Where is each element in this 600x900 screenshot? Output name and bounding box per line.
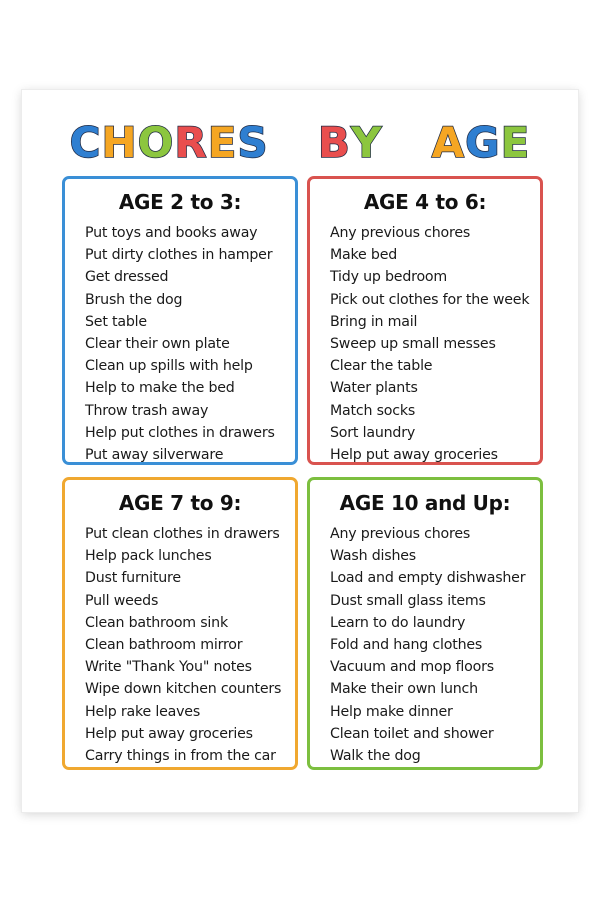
chore-item: Load and empty dishwasher <box>330 570 526 587</box>
chore-item: Help put clothes in drawers <box>85 424 275 441</box>
chore-item: Brush the dog <box>85 291 183 308</box>
chore-item: Wipe down kitchen counters <box>85 681 282 698</box>
chore-item: Vacuum and mop floors <box>330 659 494 676</box>
section-heading: AGE 7 to 9: <box>118 491 242 515</box>
chore-item: Walk the dog <box>330 747 421 764</box>
chore-item: Clean toilet and shower <box>330 725 494 742</box>
chore-item: Wash dishes <box>330 548 416 565</box>
chore-item: Clean bathroom mirror <box>85 636 243 653</box>
section-age-7-to-9 <box>62 477 298 770</box>
title-word <box>70 118 285 167</box>
chore-item: Help put away groceries <box>330 446 498 463</box>
title-word <box>302 118 398 167</box>
title-letter: E <box>207 118 238 167</box>
title-letter: C <box>69 118 102 167</box>
chore-item: Match socks <box>330 402 416 419</box>
chore-item: Make their own lunch <box>330 681 478 698</box>
chore-item: Help to make the bed <box>85 380 235 397</box>
chore-item: Water plants <box>330 380 418 397</box>
title-letter: H <box>101 118 138 167</box>
chore-item: Help make dinner <box>330 703 453 720</box>
chore-item: Pick out clothes for the week <box>330 291 530 308</box>
chore-item: Put clean clothes in drawers <box>85 526 280 542</box>
chore-item: Put toys and books away <box>85 225 258 241</box>
section-heading: AGE 4 to 6: <box>363 190 487 214</box>
section-heading: AGE 10 and Up: <box>339 491 511 515</box>
chore-item: Throw trash away <box>85 402 209 419</box>
title-letter: S <box>237 118 269 167</box>
chore-item: Help rake leaves <box>85 703 201 720</box>
chore-item: Any previous chores <box>330 225 471 241</box>
title-word <box>416 118 530 167</box>
title-letter: R <box>174 118 208 167</box>
title-letter: G <box>465 118 501 167</box>
chore-item: Dust small glass items <box>330 592 486 609</box>
chore-item: Put dirty clothes in hamper <box>85 247 273 264</box>
chore-item: Learn to do laundry <box>330 614 466 631</box>
title-letter: Y <box>350 118 383 167</box>
chore-item: Clean bathroom sink <box>85 614 228 631</box>
title-letter: E <box>500 118 531 167</box>
chore-list <box>65 222 295 466</box>
chore-item: Clean up spills with help <box>85 358 253 375</box>
chore-item: Write "Thank You" notes <box>85 659 252 676</box>
chore-item: Clear the table <box>330 358 433 375</box>
chore-item: Bring in mail <box>330 313 418 330</box>
chore-list <box>65 523 295 767</box>
title-letter: B <box>317 118 351 167</box>
chore-item: Help pack lunches <box>85 548 212 565</box>
chore-item: Pull weeds <box>85 592 159 609</box>
chore-item: Sort laundry <box>330 424 416 441</box>
chore-item: Make bed <box>330 247 398 264</box>
chore-item: Sweep up small messes <box>330 335 496 352</box>
chore-item: Get dressed <box>85 269 169 286</box>
title-letter: O <box>137 118 175 167</box>
chore-item: Fold and hang clothes <box>330 636 483 653</box>
section-heading: AGE 2 to 3: <box>118 190 242 214</box>
chore-list <box>310 523 540 767</box>
chore-item: Dust furniture <box>85 570 181 587</box>
section-age-2-to-3 <box>62 176 298 465</box>
chore-item: Carry things in from the car <box>85 747 276 764</box>
chore-list <box>310 222 540 466</box>
title-letter: A <box>431 118 466 167</box>
section-age-4-to-6 <box>307 176 543 465</box>
chore-item: Set table <box>85 313 147 330</box>
chore-item: Tidy up bedroom <box>330 269 448 286</box>
chore-item: Any previous chores <box>330 526 471 542</box>
chore-item: Help put away groceries <box>85 725 253 742</box>
section-age-10-and-up <box>307 477 543 770</box>
chore-item: Clear their own plate <box>85 335 230 352</box>
page-title <box>0 118 600 168</box>
chore-item: Put away silverware <box>85 446 224 463</box>
